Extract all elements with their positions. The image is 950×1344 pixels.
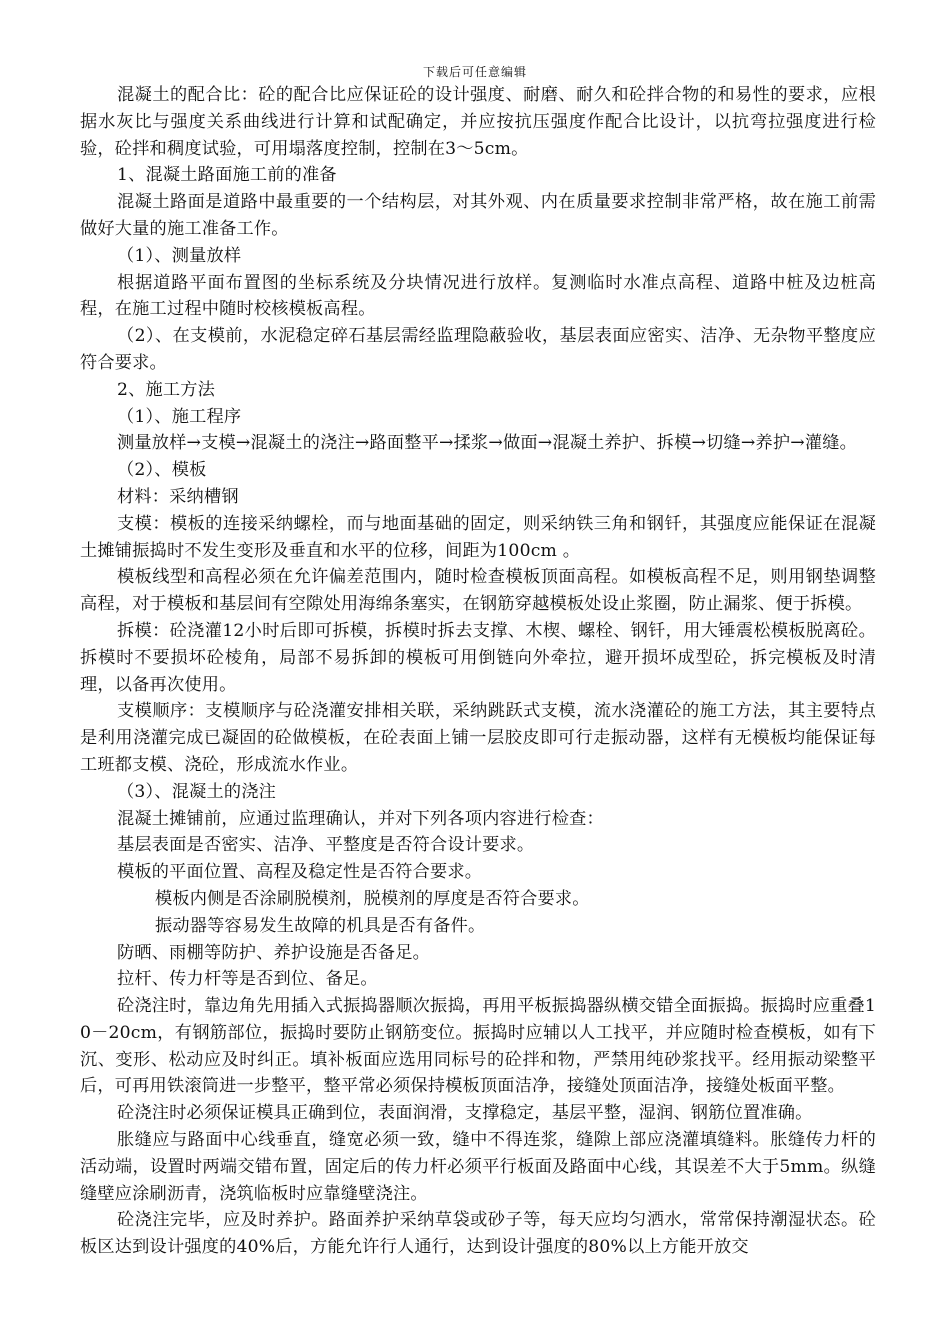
paragraph: 根据道路平面布置图的坐标系统及分块情况进行放样。复测临时水准点高程、道路中桩及边桩高程，在施工过程中随时校核模板高程。 — [80, 272, 876, 320]
paragraph: 材料：采纳槽钢 — [117, 486, 239, 507]
page-header: 下载后可任意编辑 — [422, 65, 527, 79]
paragraph: 混凝土路面是道路中最重要的一个结构层，对其外观、内在质量要求控制非常严格，故在施工前需做好大量的施工准备工作。 — [80, 192, 876, 239]
section-heading: 1、混凝土路面施工前的准备 — [117, 165, 337, 186]
paragraph: 胀缝应与路面中心线垂直，缝宽必须一致，缝中不得连浆，缝隙上部应浇灌填缝料。胀缝传力杆的活动端，设置时两端交错布置，固定后的传力杆必须平行板面及路面中心线，其误差不大于5mm。纵缝缝壁应涂刷沥青，浇筑临板时应靠缝壁浇注。 — [80, 1130, 876, 1204]
paragraph: 支模：模板的连接采纳螺栓，而与地面基础的固定，则采纳铁三角和钢钎，其强度应能保证在混凝土摊铺振捣时不发生变形及垂直和水平的位移，间距为100cm 。 — [80, 513, 876, 561]
checklist-item: 模板内侧是否涂刷脱模剂，脱模剂的厚度是否符合要求。 — [155, 888, 590, 909]
checklist-item: 基层表面是否密实、洁净、平整度是否符合设计要求。 — [117, 835, 535, 856]
subsection-heading: （1）、测量放样 — [117, 245, 242, 266]
paragraph: （2）、在支模前，水泥稳定碎石基层需经监理隐蔽验收，基层表面应密实、洁净、无杂物平整度应符合要求。 — [80, 326, 876, 373]
paragraph: 拆模：砼浇灌12小时后即可拆模，拆模时拆去支撑、木楔、螺栓、钢钎，用大锤震松模板脱离砼。拆模时不要损坏砼棱角，局部不易拆卸的模板可用倒链向外牵拉，避开损坏成型砼，拆完模板及时清理，以备再次使用。 — [80, 620, 876, 695]
paragraph: 测量放样→支模→混凝土的浇注→路面整平→揉浆→做面→混凝土养护、拆模→切缝→养护→灌缝。 — [117, 433, 857, 454]
paragraph: 砼浇注完毕，应及时养护。路面养护采纳草袋或砂子等，每天应均匀洒水，常常保持潮湿状态。砼板区达到设计强度的40%后，方能允许行人通行，达到设计强度的80%以上方能开放交 — [80, 1210, 876, 1258]
paragraph: 模板线型和高程必须在允许偏差范围内，随时检查模板顶面高程。如模板高程不足，则用钢垫调整高程，对于模板和基层间有空隙处用海绵条塞实，在钢筋穿越模板处设止浆圈，防止漏浆、便于拆模。 — [80, 567, 876, 615]
paragraph: 混凝土摊铺前，应通过监理确认，并对下列各项内容进行检查： — [117, 808, 604, 829]
paragraph: 混凝土的配合比：砼的配合比应保证砼的设计强度、耐磨、耐久和砼拌合物的和易性的要求，应根据水灰比与强度关系曲线进行计算和试配确定，并应按抗压强度作配合比设计，以抗弯拉强度进行检验，砼拌和稠度试验，可用塌落度控制，控制在3～5cm。 — [80, 85, 876, 159]
checklist-item: 防晒、雨棚等防护、养护设施是否备足。 — [117, 942, 430, 963]
document-body — [80, 82, 876, 1261]
paragraph: 砼浇注时必须保证模具正确到位，表面润滑，支撑稳定，基层平整，湿润、钢筋位置准确。 — [117, 1103, 813, 1124]
paragraph: 砼浇注时，靠边角先用插入式振捣器顺次振捣，再用平板振捣器纵横交错全面振捣。振捣时应重叠10－20cm，有钢筋部位，振捣时要防止钢筋变位。振捣时应辅以人工找平，并应随时检查模板，如有下沉、变形、松动应及时纠正。填补板面应选用同标号的砼拌和物，严禁用纯砂浆找平。经用振动梁整平后，可再用铁滚筒进一步整平，整平常必须保持模板顶面洁净，接缝处顶面洁净，接缝处板面平整。 — [80, 996, 876, 1097]
subsection-heading: （3）、混凝土的浇注 — [117, 781, 277, 802]
section-heading: 2、施工方法 — [117, 379, 216, 400]
checklist-item: 模板的平面位置、高程及稳定性是否符合要求。 — [117, 862, 483, 883]
checklist-item: 振动器等容易发生故障的机具是否有备件。 — [155, 915, 486, 936]
subsection-heading: （2）、模板 — [117, 460, 207, 481]
subsection-heading: （1）、施工程序 — [117, 406, 242, 427]
checklist-item: 拉杆、传力杆等是否到位、备足。 — [117, 969, 378, 990]
paragraph: 支模顺序：支模顺序与砼浇灌安排相关联，采纳跳跃式支模，流水浇灌砼的施工方法，其主要特点是利用浇灌完成已凝固的砼做模板，在砼表面上铺一层胶皮即可行走振动器，这样有无模板均能保证每工班都支模、浇砼，形成流水作业。 — [80, 701, 876, 775]
